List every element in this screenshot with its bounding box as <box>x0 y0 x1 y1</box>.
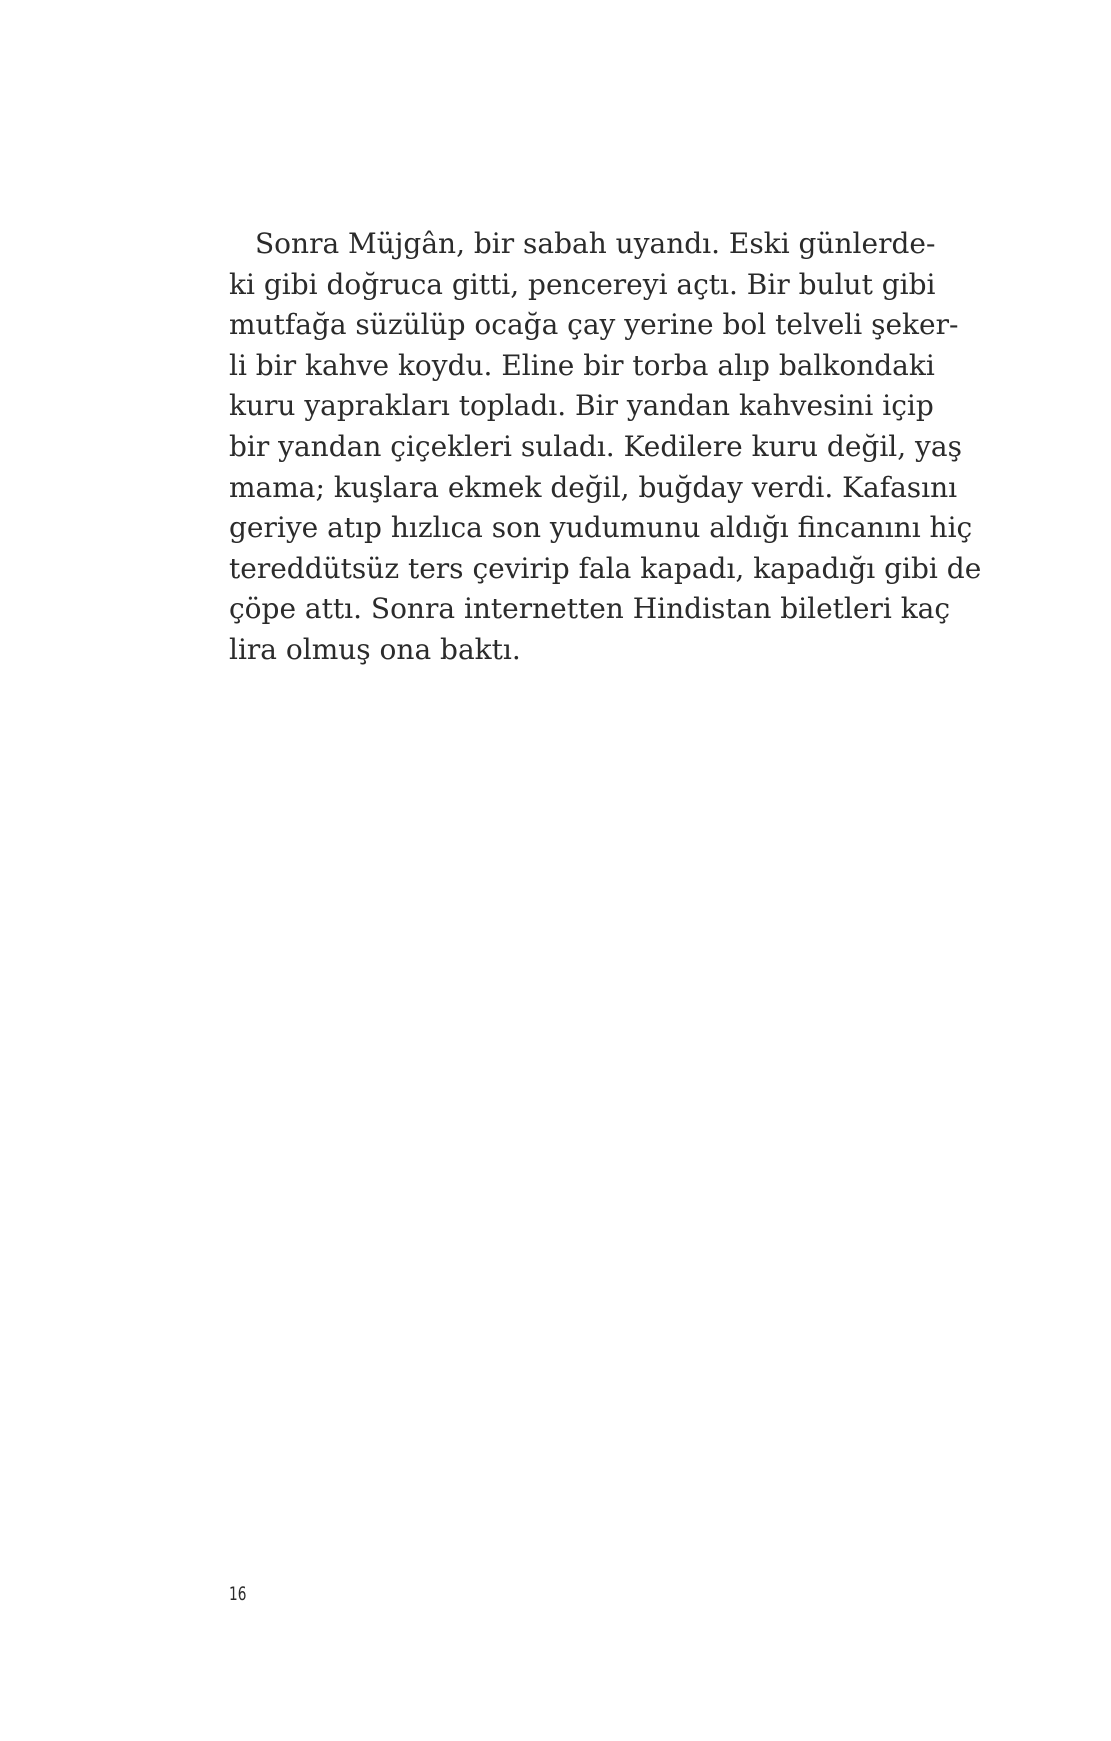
paragraph-line: li bir kahve koydu. Eline bir torba alıp balkondaki <box>229 348 935 382</box>
body-paragraph <box>229 224 982 671</box>
paragraph-line: kuru yaprakları topladı. Bir yandan kahvesini içip <box>229 389 934 423</box>
paragraph-line: çöpe attı. Sonra internetten Hindistan biletleri kaç <box>229 592 951 626</box>
paragraph-line: Sonra Müjgân, bir sabah uyandı. Eski günlerde- <box>255 227 936 260</box>
paragraph-line: geriye atıp hızlıca son yudumunu aldığı fincanını hiç <box>229 511 973 545</box>
page-number: 16 <box>229 1583 247 1605</box>
paragraph-line: lira olmuş ona baktı. <box>229 632 521 666</box>
paragraph-line: ki gibi doğruca gitti, pencereyi açtı. Bir bulut gibi <box>229 267 936 301</box>
paragraph-line: bir yandan çiçekleri suladı. Kedilere kuru değil, yaş <box>229 429 962 463</box>
paragraph-line: tereddütsüz ters çevirip fala kapadı, kapadığı gibi de <box>229 551 982 585</box>
paragraph-line: mama; kuşlara ekmek değil, buğday verdi. Kafasını <box>229 470 958 504</box>
paragraph-line: mutfağa süzülüp ocağa çay yerine bol telveli şeker- <box>229 308 959 342</box>
